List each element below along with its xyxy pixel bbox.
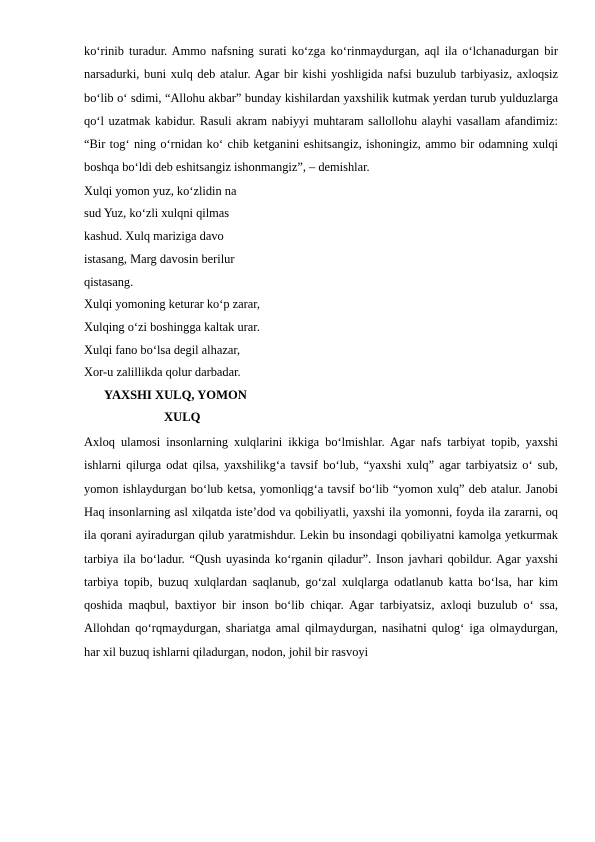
section-heading-line: XULQ	[164, 410, 201, 425]
document-page	[84, 40, 558, 664]
poem-line: qistasang.	[84, 274, 134, 289]
poem-line: Xulqing o‘zi boshingga kaltak urar.	[84, 320, 260, 334]
intro-paragraph: ko‘rinib turadur. Ammo nafsning surati ko‘zga ko‘rinmaydurgan, aql ila o‘lchanadurgan bir narsadurki, buni xulq deb atalur. Agar bir kishi yoshligida nafsi buzulub tarbiyasiz, axloqsiz bo‘lib o‘ sdimi, “Allohu akbar” bunday kishilardan yaxshilik kutmak yerdan turub yulduzlarga qo‘l uzatmak kabidur. Rasuli akram nabiyyi muhtaram sallollohu alayhi vasallam afandimiz: “Bir tog‘ ning o‘rnidan ko‘ chib ketganini eshitsangiz, ishoningiz, ammo bir odamning xulqi boshqa bo‘ldi deb eshitsangiz ishonmangiz”, – demishlar.	[84, 44, 558, 175]
poem-line: Xor-u zalillikda qolur darbadar.	[84, 365, 241, 380]
poem-line: kashud. Xulq mariziga davo	[84, 229, 224, 244]
poem-line: Xulqi yomon yuz, ko‘zlidin na	[84, 183, 237, 198]
poem-line: sud Yuz, ko‘zli xulqni qilmas	[84, 206, 230, 221]
poem-line: Xulqi fano bo‘lsa degil alhazar,	[84, 342, 241, 357]
poem-line: istasang, Marg davosin berilur	[84, 251, 235, 266]
poem	[84, 180, 558, 384]
section-heading	[84, 384, 558, 428]
poem-line: Xulqi yomoning keturar ko‘p zarar,	[84, 297, 261, 312]
section-heading-line: YAXSHI XULQ, YOMON	[104, 388, 247, 403]
main-paragraph: Axloq ulamosi insonlarning xulqlarini ikkiga bo‘lmishlar. Agar nafs tarbiyat topib, yaxshi ishlarni qilurga odat qilsa, yaxshilikg‘a tavsif bo‘lub, “yaxshi xulq” agar tarbiyatsiz o‘ sub, yomon ishlaydurgan bo‘lub ketsa, yomonliqg‘a tavsif bo‘lib “yomon xulq” deb atalur. Janobi Haq insonlarning asl xilqatda iste’dod va qobiliyatli, yaxshi ila yomonni, foyda ila zararni, oq ila qorani ayiradurgan qilub yaratmishdur. Lekin bu insondagi qobiliyatni kamolga yetkurmak tarbiya ila bo‘ladur. “Qush uyasinda ko‘rganin qiladur”. Inson javhari qobildur. Agar yaxshi tarbiya topib, buzuq xulqlardan saqlanub, go‘zal xulqlarga odatlanub katta bo‘lsa, har kim qoshida maqbul, baxtiyor bir inson bo‘lib chiqar. Agar tarbiyatsiz, axloqi buzulub o‘ ssa, Allohdan qo‘rqmaydurgan, shariatga amal qilmaydurgan, nasihatni qulog‘ iga olmaydurgan, har xil buzuq ishlarni qiladurgan, nodon, johil bir rasvoyi	[84, 435, 558, 659]
